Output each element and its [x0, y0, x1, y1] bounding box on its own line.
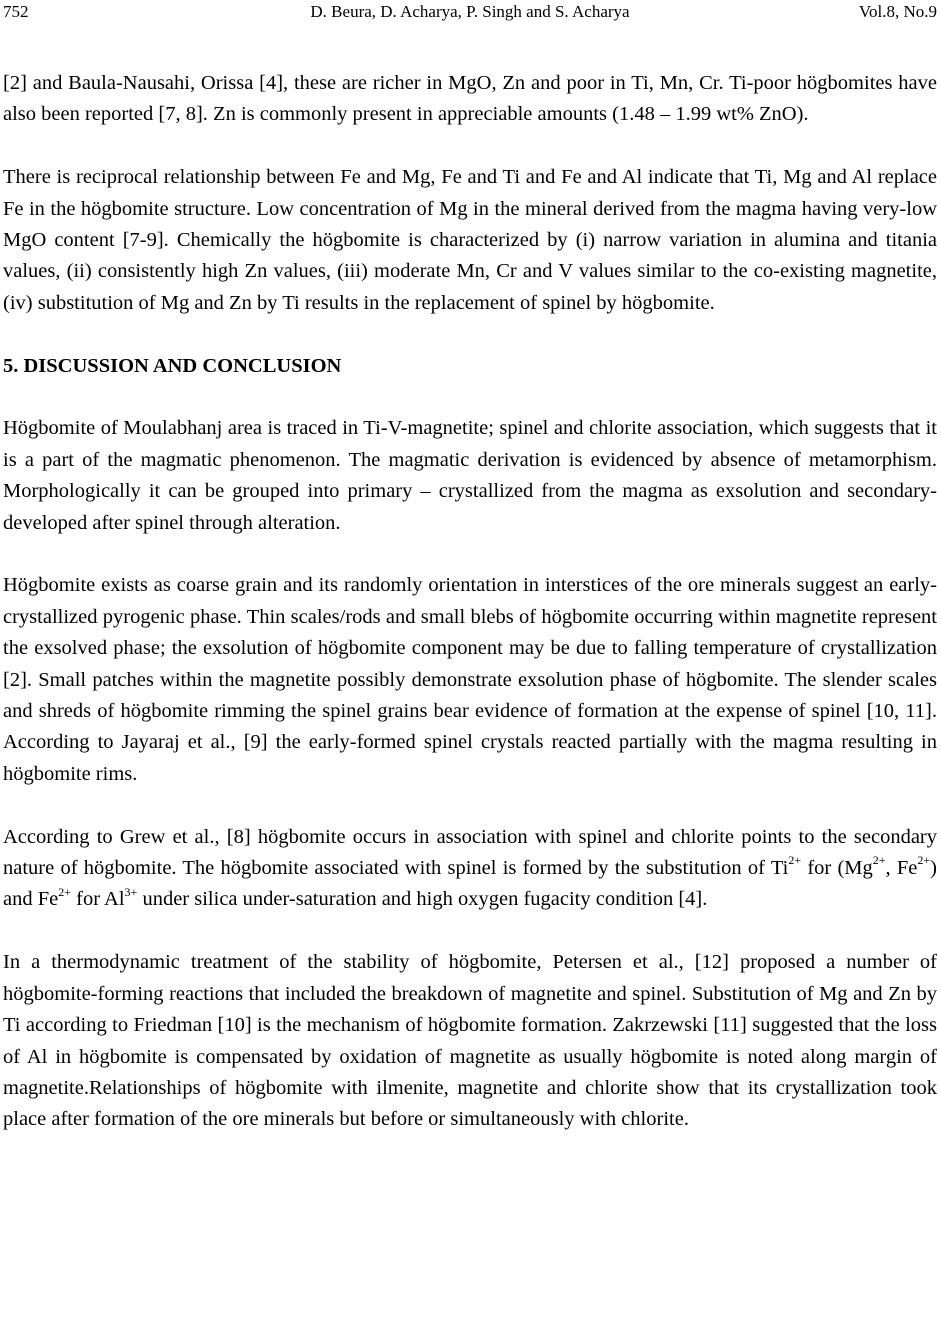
- paragraph-1: [2] and Baula-Nausahi, Orissa [4], these are richer in MgO, Zn and poor in Ti, Mn, Cr. Ti-poor högbomites have also been reported [7, 8]. Zn is commonly present in appreciable amounts (1.48 – 1.99 wt% ZnO).: [3, 72, 937, 126]
- paragraph-5-text: ) and Fe: [3, 857, 937, 911]
- charge-superscript: 2+: [872, 853, 886, 868]
- paragraph-5-text: under silica under-saturation and high oxygen fugacity condition [4].: [137, 888, 708, 911]
- page-number: 752: [3, 2, 29, 21]
- charge-superscript: 2+: [58, 884, 72, 899]
- paragraph-5-text: According to Grew et al., [8] högbomite occurs in association with spinel and chlorite points to the secondary nature of högbomite. The högbomite associated with spinel is formed by the substitution of Ti: [3, 825, 937, 880]
- running-header-authors: D. Beura, D. Acharya, P. Singh and S. Acharya: [310, 2, 630, 21]
- paragraph-6: In a thermodynamic treatment of the stability of högbomite, Petersen et al., [12] proposed a number of högbomite-forming reactions that included the breakdown of magnetite and spinel. Substitution of Mg and Zn by Ti according to Friedman [10] is the mechanism of högbomite formation. Zakrzewski [11] suggested that the loss of Al in högbomite is compensated by oxidation of magnetite as usually högbomite is noted along margin of magnetite.Relationships of högbomite with ilmenite, magnetite and chlorite show that its crystallization took place after formation of the ore minerals but before or simultaneously with chlorite.: [3, 951, 937, 1131]
- paragraph-2: There is reciprocal relationship between Fe and Mg, Fe and Ti and Fe and Al indicate that Ti, Mg and Al replace Fe in the högbomite structure. Low concentration of Mg in the mineral derived from the magma having very-low MgO content [7-9]. Chemically the högbomite is characterized by (i) narrow variation in alumina and titania values, (ii) consistently high Zn values, (iii) moderate Mn, Cr and V values similar to the co-existing magnetite, (iv) substitution of Mg and Zn by Ti results in the replacement of spinel by högbomite.: [3, 166, 937, 314]
- running-header: [3, 0, 937, 24]
- paragraph-3: Högbomite of Moulabhanj area is traced in Ti-V-magnetite; spinel and chlorite association, which suggests that it is a part of the magmatic phenomenon. The magmatic derivation is evidenced by absence of metamorphism. Morphologically it can be grouped into primary – crystallized from the magma as exsolution and secondary- developed after spinel through alteration.: [3, 417, 937, 534]
- paragraph-5-text: , Fe: [885, 857, 918, 880]
- charge-superscript: 2+: [917, 853, 931, 868]
- paragraph-4: Högbomite exists as coarse grain and its randomly orientation in interstices of the ore minerals suggest an early-crystallized pyrogenic phase. Thin scales/rods and small blebs of högbomite occurring within magnetite represent the exsolved phase; the exsolution of högbomite component may be due to falling temperature of crystallization [2]. Small patches within the magnetite possibly demonstrate exsolution phase of högbomite. The slender scales and shreds of högbomite rimming the spinel grains bear evidence of formation at the expense of spinel [10, 11]. According to Jayaraj et al., [9] the early-formed spinel crystals reacted partially with the magma resulting in högbomite rims.: [3, 574, 937, 785]
- charge-superscript: 2+: [788, 853, 802, 868]
- article-body: [3, 68, 937, 1167]
- journal-volume: Vol.8, No.9: [858, 2, 937, 21]
- paragraph-5: [3, 822, 937, 916]
- paragraph-5-text: for Al: [71, 888, 125, 911]
- charge-superscript: 3+: [124, 884, 138, 899]
- paragraph-5-text: for (Mg: [801, 857, 873, 880]
- section-heading: 5. DISCUSSION AND CONCLUSION: [3, 354, 342, 377]
